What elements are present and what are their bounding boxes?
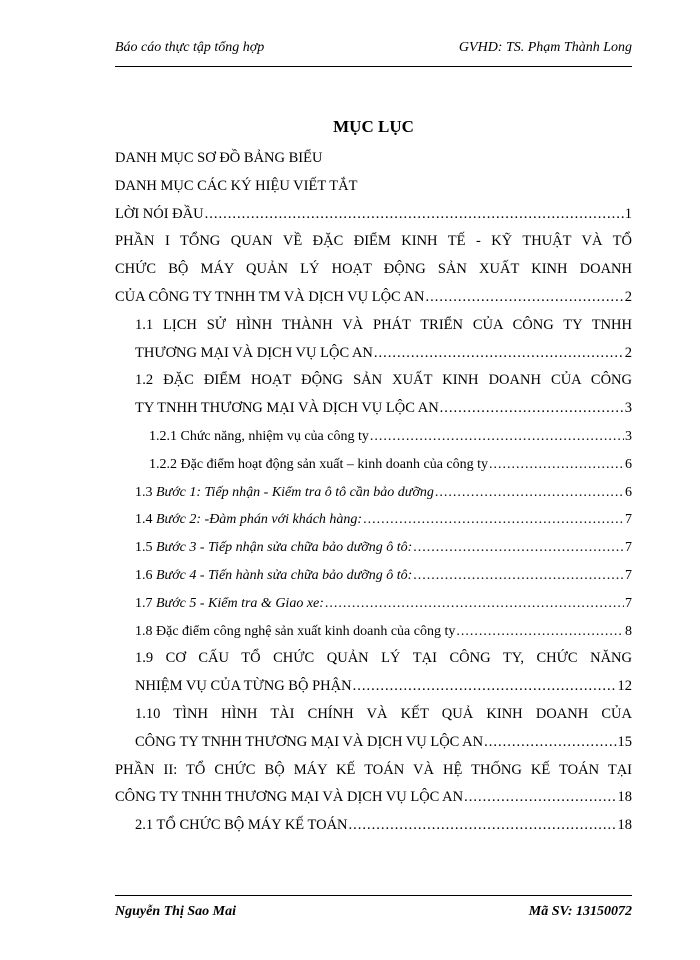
toc-entry[interactable]: 1.1 LỊCH SỬ HÌNH THÀNH VÀ PHÁT TRIỂN CỦA CÔNG TY TNHH: [135, 316, 632, 333]
toc-entry[interactable]: PHẦN I TỔNG QUAN VỀ ĐẶC ĐIỂM KINH TẾ - KỸ THUẬT VÀ TỔ: [115, 233, 632, 250]
toc-entry[interactable]: 1.7 Bước 5 - Kiểm tra & Giao xe: ..... 7: [115, 590, 632, 618]
toc-page-number: 2: [624, 344, 632, 361]
toc-entry-continued[interactable]: THƯƠNG MẠI VÀ DỊCH VỤ LỘC AN ..... 2: [115, 340, 632, 368]
toc-entry[interactable]: 1.10 TÌNH HÌNH TÀI CHÍNH VÀ KẾT QUẢ KINH DOANH CỦA: [135, 705, 632, 722]
toc-entry[interactable]: 1.2.1 Chức năng, nhiệm vụ của công ty ..... 3: [115, 423, 632, 451]
toc-page-number: 7: [625, 512, 632, 528]
toc-entry[interactable]: 1.2 ĐẶC ĐIỂM HOẠT ĐỘNG SẢN XUẤT KINH DOANH CỦA CÔNG: [135, 372, 632, 389]
toc-page-number: 7: [625, 595, 632, 611]
toc-page-number: 12: [617, 678, 632, 695]
toc-page-number: 15: [617, 733, 632, 750]
toc-entry[interactable]: 1.2.2 Đặc điểm hoạt động sản xuất – kinh doanh của công ty ..... 6: [115, 451, 632, 479]
toc-entry[interactable]: 1.4 Bước 2: -Đàm phán với khách hàng: ..... 7: [115, 506, 632, 534]
toc-entry-continued[interactable]: TY TNHH THƯƠNG MẠI VÀ DỊCH VỤ LỘC AN ..... 3: [115, 395, 632, 423]
toc-entry[interactable]: LỜI NÓI ĐẦU ..... 1: [115, 201, 632, 229]
header-left-text: Báo cáo thực tập tổng hợp: [115, 40, 265, 55]
toc-page-number: 7: [625, 567, 632, 583]
toc-page-number: 2: [624, 288, 632, 305]
toc-entry-continued[interactable]: CHỨC BỘ MÁY QUẢN LÝ HOẠT ĐỘNG SẢN XUẤT KINH DOANH: [115, 261, 632, 278]
toc-page-number: 18: [617, 817, 632, 834]
toc-entry[interactable]: 2.1 TỔ CHỨC BỘ MÁY KẾ TOÁN ..... 18: [115, 812, 632, 840]
toc-page-number: 6: [625, 456, 632, 472]
footer-rule: [115, 895, 632, 896]
header-right-text: GVHD: TS. Phạm Thành Long: [458, 40, 632, 55]
toc-entry[interactable]: 1.5 Bước 3 - Tiếp nhận sửa chữa bảo dưỡng ô tô: ..... 7: [115, 534, 632, 562]
toc-entry-continued[interactable]: CÔNG TY TNHH THƯƠNG MẠI VÀ DỊCH VỤ LỘC AN ..... 18: [115, 784, 632, 812]
toc-entry-continued[interactable]: NHIỆM VỤ CỦA TỪNG BỘ PHẬN ..... 12: [115, 673, 632, 701]
toc-page-number: 6: [625, 484, 632, 500]
toc-entry-continued[interactable]: CÔNG TY TNHH THƯƠNG MẠI VÀ DỊCH VỤ LỘC AN ..... 15: [115, 729, 632, 757]
footer-author: Nguyễn Thị Sao Mai: [115, 904, 236, 919]
table-of-contents: [115, 145, 632, 840]
toc-page-number: 7: [625, 540, 632, 556]
header-rule: [115, 66, 632, 67]
toc-entry[interactable]: DANH MỤC CÁC KÝ HIỆU VIẾT TẮT: [115, 177, 358, 194]
toc-page-number: 3: [624, 400, 632, 417]
toc-entry[interactable]: 1.8 Đặc điểm công nghệ sản xuất kinh doanh của công ty ..... 8: [115, 618, 632, 646]
toc-entry[interactable]: DANH MỤC SƠ ĐỒ BẢNG BIỂU: [115, 150, 323, 166]
toc-entry[interactable]: 1.9 CƠ CẤU TỔ CHỨC QUẢN LÝ TẠI CÔNG TY, CHỨC NĂNG: [135, 650, 632, 667]
toc-page-number: 8: [625, 623, 632, 639]
toc-page-number: 3: [625, 428, 632, 444]
footer-student-id: Mã SV: 13150072: [528, 904, 632, 919]
toc-entry[interactable]: 1.6 Bước 4 - Tiến hành sửa chữa bảo dưỡng ô tô: ..... 7: [115, 562, 632, 590]
toc-page-number: 18: [617, 789, 632, 806]
toc-page-number: 1: [624, 205, 632, 222]
toc-entry[interactable]: 1.3 Bước 1: Tiếp nhận - Kiểm tra ô tô cần bảo dưỡng ..... 6: [115, 479, 632, 507]
page-footer: [115, 904, 632, 924]
toc-entry[interactable]: PHẦN II: TỔ CHỨC BỘ MÁY KẾ TOÁN VÀ HỆ THỐNG KẾ TOÁN TẠI: [115, 761, 632, 778]
toc-entry-continued[interactable]: CỦA CÔNG TY TNHH TM VÀ DỊCH VỤ LỘC AN ..... 2: [115, 284, 632, 312]
page-header: [115, 40, 632, 62]
page-title: MỤC LỤC: [333, 117, 414, 136]
